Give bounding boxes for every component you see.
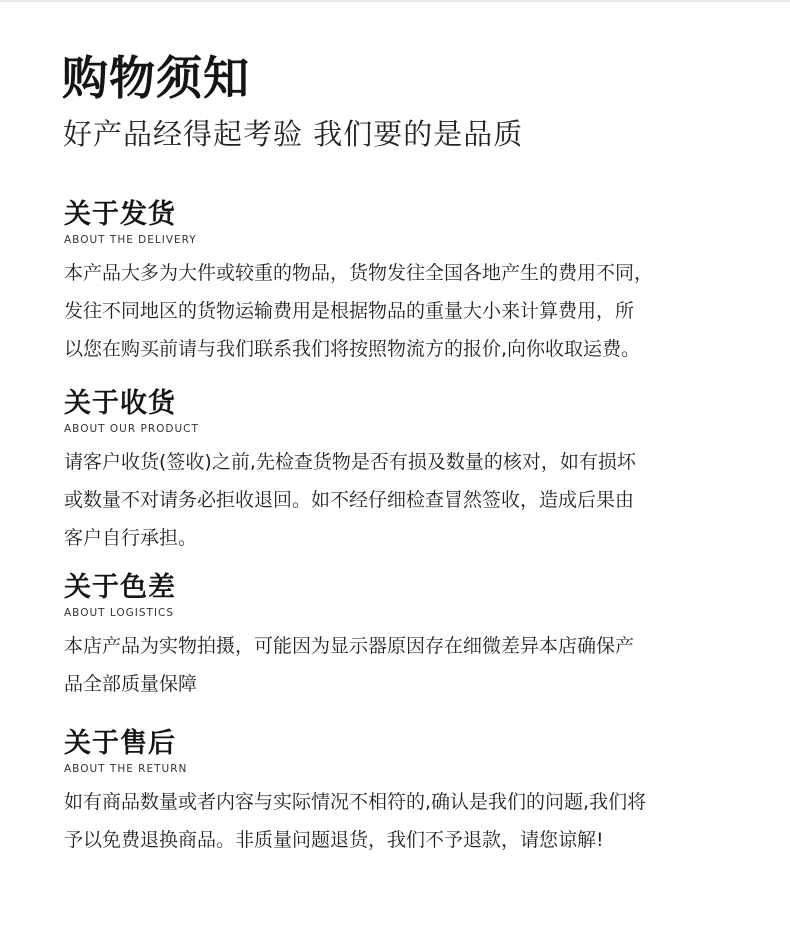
section-heading: 关于色差	[64, 572, 176, 603]
section-subheading: ABOUT THE DELIVERY	[64, 234, 197, 246]
section-heading: 关于收货	[64, 388, 176, 419]
top-divider	[0, 0, 790, 2]
section-body	[64, 254, 754, 368]
section-subheading: ABOUT LOGISTICS	[64, 607, 175, 619]
body-line: 本店产品为实物拍摄，可能因为显示器原因存在细微差异本店确保产	[64, 635, 635, 657]
body-line: 发往不同地区的货物运输费用是根据物品的重量大小来计算费用，所	[64, 300, 635, 322]
section-subheading: ABOUT OUR PRODUCT	[64, 423, 199, 435]
body-line: 予以免费退换商品。非质量问题退货，我们不予退款，请您谅解!	[64, 829, 604, 851]
section-receiving	[64, 386, 754, 557]
body-line: 以您在购买前请与我们联系我们将按照物流方的报价,向你收取运费。	[64, 338, 641, 360]
section-subheading: ABOUT THE RETURN	[64, 763, 188, 775]
section-after-sales	[64, 726, 754, 859]
section-body	[64, 627, 754, 703]
section-heading: 关于售后	[64, 728, 176, 759]
page-title: 购物须知	[62, 51, 250, 105]
page-subtitle: 好产品经得起考验 我们要的是品质	[63, 117, 524, 151]
body-line: 本产品大多为大件或较重的物品，货物发往全国各地产生的费用不同，	[64, 262, 654, 284]
body-line: 或数量不对请务必拒收退回。如不经仔细检查冒然签收，造成后果由	[64, 489, 635, 511]
body-line: 品全部质量保障	[64, 673, 198, 695]
section-body	[64, 783, 754, 859]
body-line: 请客户收货(签收)之前,先检查货物是否有损及数量的核对，如有损坏	[64, 451, 636, 473]
section-heading: 关于发货	[64, 199, 176, 230]
body-line: 如有商品数量或者内容与实际情况不相符的,确认是我们的问题,我们将	[64, 791, 647, 813]
body-line: 客户自行承担。	[64, 527, 198, 549]
section-delivery	[64, 197, 754, 368]
section-body	[64, 443, 754, 557]
section-color-difference	[64, 570, 754, 703]
